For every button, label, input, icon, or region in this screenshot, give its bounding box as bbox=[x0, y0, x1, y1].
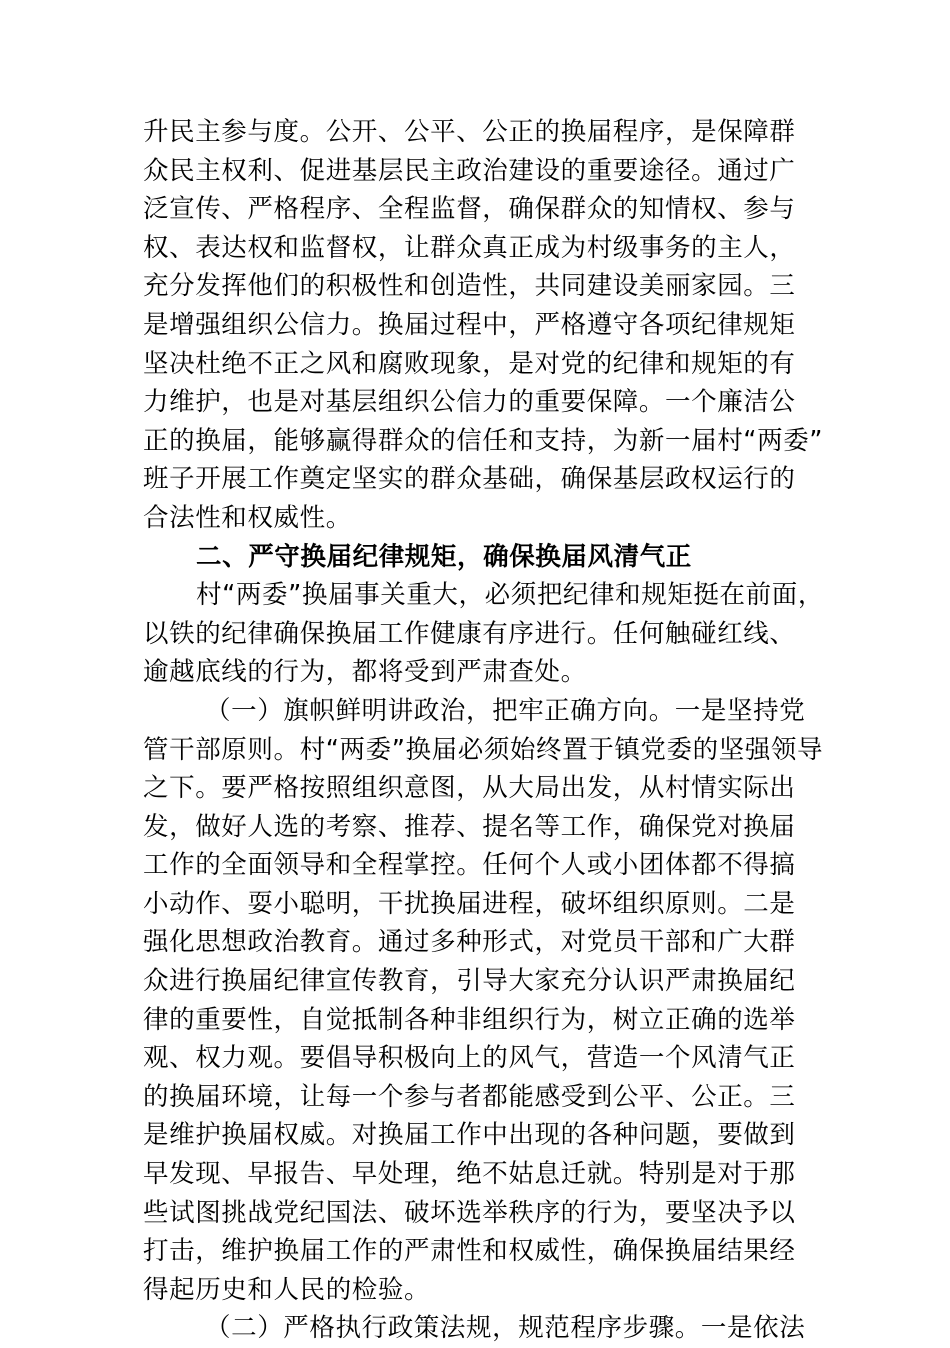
text-line: 工作的全面领导和全程掌控。任何个人或小团体都不得搞 bbox=[143, 850, 796, 881]
text-line: 升民主参与度。公开、公平、公正的换届程序，是保障群 bbox=[143, 117, 796, 147]
text-line: 逾越底线的行为，都将受到严肃查处。 bbox=[143, 657, 587, 688]
text-line: 得起历史和人民的检验。 bbox=[143, 1274, 431, 1305]
text-line: 村“两委”换届事关重大，必须把纪律和规矩挺在前面， bbox=[196, 580, 824, 611]
subsection-line: （一）旗帜鲜明讲政治，把牢正确方向。一是坚持党 bbox=[205, 695, 806, 726]
section-heading: 二、严守换届纪律规矩，确保换届风清气正 bbox=[196, 541, 692, 572]
text-line: 是维护换届权威。对换届工作中出现的各种问题，要做到 bbox=[143, 1120, 796, 1151]
text-line: 早发现、早报告、早处理，绝不姑息迁就。特别是对于那 bbox=[143, 1159, 796, 1190]
text-line: 之下。要严格按照组织意图，从大局出发，从村情实际出 bbox=[143, 773, 796, 804]
text-line: 强化思想政治教育。通过多种形式，对党员干部和广大群 bbox=[143, 927, 796, 958]
text-line: 的换届环境，让每一个参与者都能感受到公平、公正。三 bbox=[143, 1081, 796, 1112]
text-line: 发，做好人选的考察、推荐、提名等工作，确保党对换届 bbox=[143, 811, 796, 842]
text-line: 些试图挑战党纪国法、破坏选举秩序的行为，要坚决予以 bbox=[143, 1197, 796, 1228]
text-line: 力维护，也是对基层组织公信力的重要保障。一个廉洁公 bbox=[143, 387, 796, 418]
text-line: 小动作、耍小聪明，干扰换届进程，破坏组织原则。二是 bbox=[143, 888, 796, 919]
text-line: 众进行换届纪律宣传教育，引导大家充分认识严肃换届纪 bbox=[143, 966, 796, 997]
text-line: 打击，维护换届工作的严肃性和权威性，确保换届结果经 bbox=[143, 1236, 796, 1267]
text-line: 以铁的纪律确保换届工作健康有序进行。任何触碰红线、 bbox=[143, 618, 796, 649]
text-line: 泛宣传、严格程序、全程监督，确保群众的知情权、参与 bbox=[143, 194, 796, 225]
text-line: 正的换届，能够赢得群众的信任和支持，为新一届村“两委” bbox=[143, 425, 824, 456]
text-line: 是增强组织公信力。换届过程中，严格遵守各项纪律规矩 bbox=[143, 309, 796, 340]
text-line: 观、权力观。要倡导积极向上的风气，营造一个风清气正 bbox=[143, 1043, 796, 1074]
text-line: 众民主权利、促进基层民主政治建设的重要途径。通过广 bbox=[143, 155, 796, 186]
text-line: 律的重要性，自觉抵制各种非组织行为，树立正确的选举 bbox=[143, 1004, 796, 1035]
document-body bbox=[143, 113, 824, 1348]
text-line: 坚决杜绝不正之风和腐败现象，是对党的纪律和规矩的有 bbox=[143, 348, 796, 379]
text-line: 管干部原则。村“两委”换届必须始终置于镇党委的坚强领导 bbox=[143, 734, 824, 765]
text-line: 合法性和权威性。 bbox=[143, 502, 352, 533]
text-line: 充分发挥他们的积极性和创造性，共同建设美丽家园。三 bbox=[143, 271, 796, 302]
subsection-line: （二）严格执行政策法规，规范程序步骤。一是依法 bbox=[205, 1313, 806, 1344]
text-line: 权、表达权和监督权，让群众真正成为村级事务的主人， bbox=[143, 232, 796, 263]
text-line: 班子开展工作奠定坚实的群众基础，确保基层政权运行的 bbox=[143, 464, 796, 495]
